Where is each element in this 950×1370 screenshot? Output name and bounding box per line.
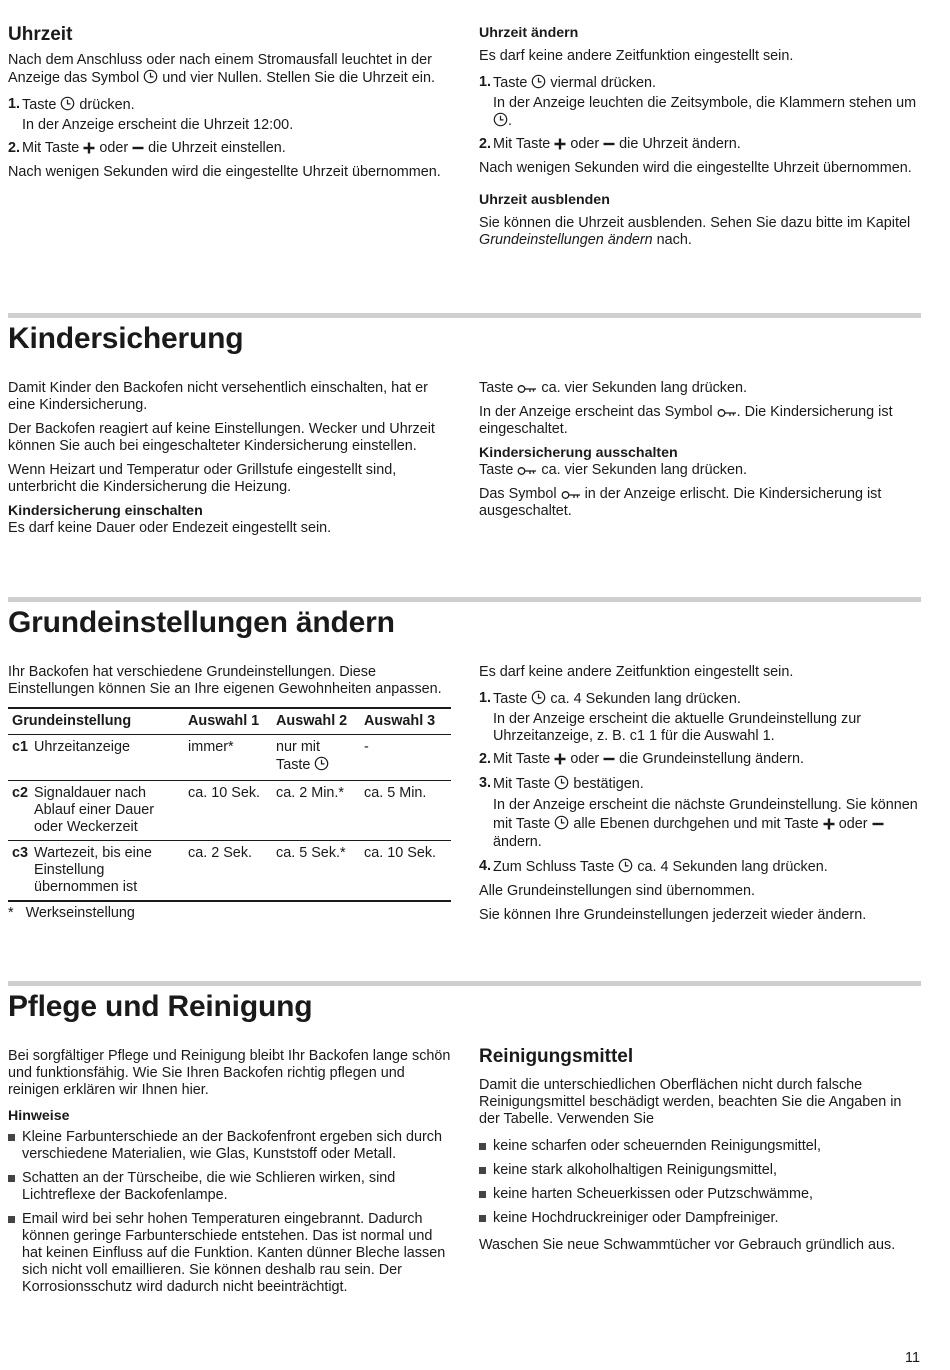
cell-value: ca. 10 Sek.: [364, 845, 437, 861]
paragraph: Sie können die Uhrzeit ausblenden. Sehen Sie dazu bitte im Kapitel Grundeinstellungen ändern nach.: [479, 215, 911, 248]
section-title: Reinigungsmittel: [479, 1046, 634, 1067]
list-item: keine scharfen oder scheuernden Reinigungsmittel,: [479, 1138, 922, 1155]
clock-icon: [531, 690, 546, 705]
bullet-square-icon: [8, 1175, 15, 1182]
clock-icon: [493, 112, 508, 127]
paragraph: Bei sorgfältiger Pflege und Reinigung bleibt Ihr Backofen lange schön und funktionsfähig. Wie Sie Ihren Backofen richtig pflegen und reinigen erklären wir Ihnen hier.: [8, 1048, 451, 1098]
paragraph: Taste ca. vier Sekunden lang drücken.: [479, 462, 747, 478]
subsection-title: Kindersicherung einschalten: [8, 503, 203, 519]
key-icon: [561, 490, 581, 500]
section-uhrzeit: [8, 24, 453, 181]
minus-icon: [603, 753, 615, 765]
plus-icon: [554, 753, 566, 765]
plus-icon: [823, 818, 835, 830]
clock-icon: [618, 858, 633, 873]
subsection-title: Uhrzeit ausblenden: [479, 192, 610, 208]
subsection-title: Uhrzeit ändern: [479, 25, 579, 41]
list-item: keine harten Scheuerkissen oder Putzschwämme,: [479, 1186, 922, 1203]
paragraph: Der Backofen reagiert auf keine Einstellungen. Wecker und Uhrzeit können Sie auch bei eingeschalteter Kindersicherung einstellen.: [8, 421, 435, 454]
step-1: 1. Taste ca. 4 Sekunden lang drücken. In der Anzeige erscheint die aktuelle Grundeinstellung zur Uhrzeitanzeige, z. B. c1 1 für die Auswahl 1.: [479, 690, 861, 744]
cell-value: ca. 5 Min.: [360, 781, 451, 841]
clock-icon: [554, 775, 569, 790]
clock-icon: [554, 815, 569, 830]
clock-icon: [314, 756, 329, 771]
list-item: Schatten an der Türscheibe, die wie Schlieren wirken, sind Lichtreflexe der Backofenlampe.: [8, 1170, 453, 1204]
column-header: Grundeinstellung: [8, 708, 184, 735]
bullet-square-icon: [479, 1143, 486, 1150]
paragraph: Sie können Ihre Grundeinstellungen jederzeit wieder ändern.: [479, 906, 867, 923]
chapter-title: Grundeinstellungen ändern: [8, 606, 395, 639]
page-number: 11: [905, 1350, 920, 1366]
section-divider: [8, 313, 921, 318]
subsection-title: Hinweise: [8, 1108, 70, 1124]
cell-value: ca. 2 Sek.: [188, 845, 253, 861]
bullet-square-icon: [8, 1216, 15, 1223]
cell-value: immer*: [184, 735, 272, 781]
section-uhrzeit-aendern: [479, 25, 922, 249]
section-grundeinstellungen-right: [479, 664, 922, 924]
paragraph: Es darf keine andere Zeitfunktion eingestellt sein.: [479, 664, 794, 680]
paragraph: Alle Grundeinstellungen sind übernommen.: [479, 882, 755, 899]
table-row: [8, 841, 451, 902]
table-row: [8, 735, 451, 781]
list-item: keine stark alkoholhaltigen Reinigungsmittel,: [479, 1162, 922, 1179]
paragraph: In der Anzeige erscheint das Symbol . Die Kindersicherung ist eingeschaltet.: [479, 404, 893, 437]
table-footnote: * Werkseinstellung: [8, 905, 135, 921]
key-icon: [517, 466, 537, 476]
chapter-title: Pflege und Reinigung: [8, 990, 313, 1023]
clock-icon: [60, 96, 75, 111]
column-header: Auswahl 3: [360, 708, 451, 735]
subsection-title: Kindersicherung ausschalten: [479, 445, 678, 461]
bullet-square-icon: [479, 1167, 486, 1174]
paragraph: Taste ca. vier Sekunden lang drücken.: [479, 380, 747, 396]
step-3: 3. Mit Taste bestätigen. In der Anzeige erscheint die nächste Grundeinstellung. Sie können mit Taste alle Ebenen durchgehen und mit Taste oder ändern.: [479, 775, 918, 850]
bullet-square-icon: [479, 1215, 486, 1222]
setting-code: c3: [12, 845, 29, 861]
list-item: Kleine Farbunterschiede an der Backofenfront ergeben sich durch verschiedene Materialien, wie Glas, Kunststoff oder Metall.: [8, 1129, 453, 1163]
section-grundeinstellungen-left: [8, 664, 453, 922]
minus-icon: [603, 138, 615, 150]
clock-icon: [531, 74, 546, 89]
paragraph: Nach wenigen Sekunden wird die eingestellte Uhrzeit übernommen.: [479, 160, 912, 176]
table-row: [8, 781, 451, 841]
paragraph: Es darf keine andere Zeitfunktion eingestellt sein.: [479, 48, 794, 64]
paragraph: Es darf keine Dauer oder Endezeit eingestellt sein.: [8, 520, 332, 536]
column-header: Auswahl 1: [184, 708, 272, 735]
chapter-title: Kindersicherung: [8, 322, 244, 355]
setting-name: Signaldauer nach Ablauf einer Dauer oder Weckerzeit: [30, 781, 184, 841]
section-pflege-right: [479, 1046, 922, 1254]
clock-icon: [143, 69, 158, 84]
list-item: Email wird bei sehr hohen Temperaturen eingebrannt. Dadurch können geringe Farbunterschiede entstehen. Das ist normal und hat keinen Einfluss auf die Funktion. Kanten dünner Bleche lassen sich nicht voll emaillieren. Sie können deshalb rau sein. Der Korrosionsschutz wird dadurch nicht beeinträchtigt.: [8, 1211, 453, 1296]
plus-icon: [554, 138, 566, 150]
section-title: Uhrzeit: [8, 24, 73, 45]
setting-code: c2: [8, 781, 30, 841]
cell-value: nur mit Taste: [272, 735, 360, 781]
step-4: 4. Zum Schluss Taste ca. 4 Sekunden lang drücken.: [479, 857, 828, 875]
paragraph: Das Symbol in der Anzeige erlischt. Die Kindersicherung ist ausgeschaltet.: [479, 486, 882, 519]
cell-value: ca. 10 Sek.: [184, 781, 272, 841]
paragraph: Waschen Sie neue Schwammtücher vor Gebrauch gründlich aus.: [479, 1237, 896, 1253]
setting-code: c1: [8, 735, 30, 781]
step-2: 2. Mit Taste oder die Uhrzeit ändern.: [479, 136, 741, 152]
column-header: Auswahl 2: [272, 708, 360, 735]
list-item: keine Hochdruckreiniger oder Dampfreiniger.: [479, 1210, 922, 1227]
paragraph: Wenn Heizart und Temperatur oder Grillstufe eingestellt sind, unterbricht die Kindersicherung die Heizung.: [8, 462, 397, 495]
bullet-square-icon: [479, 1191, 486, 1198]
setting-name: Wartezeit, bis eine Einstellung übernommen ist: [34, 845, 152, 895]
section-pflege-left: [8, 1048, 453, 1296]
section-divider: [8, 597, 921, 602]
minus-icon: [872, 818, 884, 830]
paragraph: Ihr Backofen hat verschiedene Grundeinstellungen. Diese Einstellungen können Sie an Ihre eigenen Gewohnheiten anpassen.: [8, 664, 442, 697]
paragraph: Damit die unterschiedlichen Oberflächen nicht durch falsche Reinigungsmittel beschädigt werden, beachten Sie die Angaben in der Tabelle. Verwenden Sie: [479, 1077, 902, 1127]
settings-table: [8, 707, 451, 902]
section-kindersicherung-left: [8, 380, 453, 537]
setting-name: Uhrzeitanzeige: [30, 735, 184, 781]
paragraph: Damit Kinder den Backofen nicht versehentlich einschalten, hat er eine Kindersicherung.: [8, 380, 428, 413]
step-2: 2. Mit Taste oder die Uhrzeit einstellen.: [8, 140, 286, 156]
key-icon: [517, 384, 537, 394]
key-icon: [717, 408, 737, 418]
step-1: 1. Taste viermal drücken. In der Anzeige leuchten die Zeitsymbole, die Klammern stehen um .: [479, 74, 917, 129]
cell-value: ca. 2 Min.*: [272, 781, 360, 841]
paragraph: Nach dem Anschluss oder nach einem Stromausfall leuchtet in der Anzeige das Symbol und vier Nullen. Stellen Sie die Uhrzeit ein.: [8, 52, 435, 86]
plus-icon: [83, 142, 95, 154]
cell-value: -: [360, 735, 451, 781]
section-divider: [8, 981, 921, 986]
cell-value: ca. 5 Sek.*: [276, 845, 346, 861]
table-header-row: [8, 708, 451, 735]
section-kindersicherung-right: [479, 380, 922, 520]
step-2: 2. Mit Taste oder die Grundeinstellung ändern.: [479, 751, 804, 767]
paragraph: Nach wenigen Sekunden wird die eingestellte Uhrzeit übernommen.: [8, 164, 441, 180]
bullet-square-icon: [8, 1134, 15, 1141]
step-1: 1. Taste drücken. In der Anzeige erscheint die Uhrzeit 12:00.: [8, 96, 294, 133]
minus-icon: [132, 142, 144, 154]
